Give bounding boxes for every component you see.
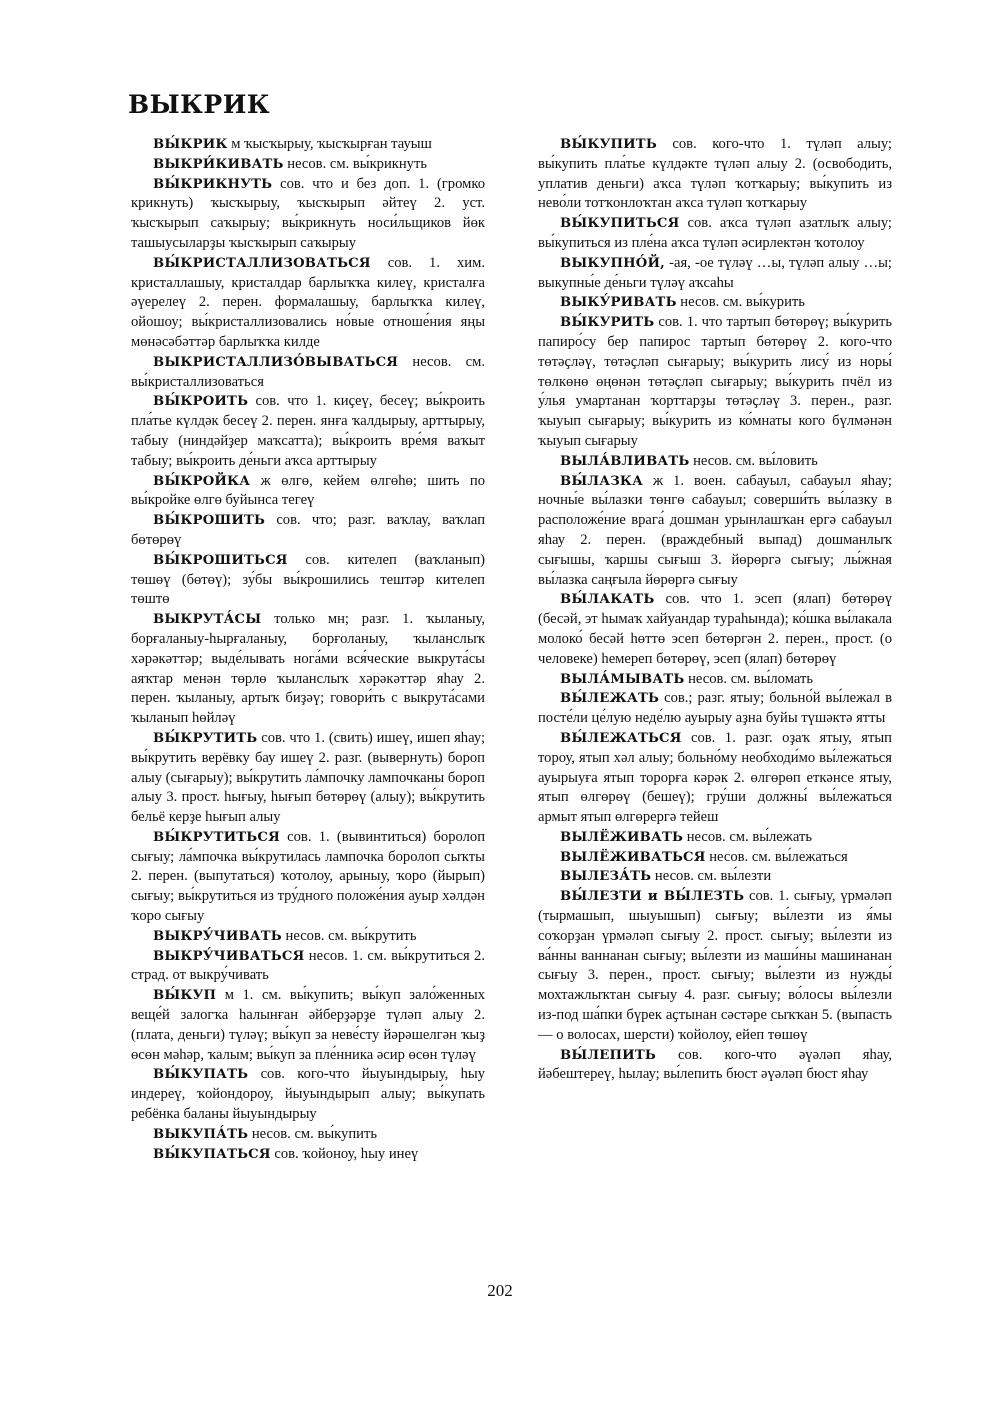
- entry-headword: ВЫ́ЛЕЗТИ и ВЫ́ЛЕЗТЬ: [560, 889, 745, 905]
- entry-headword: ВЫ́КУП: [153, 988, 217, 1004]
- entry-text: сов. что 1. (свить) ишеү, ишеп яһау; вы́крутить верёвку бау ишеү 2. разг. (вывернуть) бороп алыу (сығарыу); вы́крутить ла́мпочку лампочканы бороп алыу 3. прост. һығыу, һығып бөтөрөү (алыу); вы́крутить бельё керҙе һығып алыу: [131, 729, 485, 826]
- dictionary-entry: [131, 392, 485, 471]
- entry-headword: ВЫЛЕЗА́ТЬ: [560, 869, 652, 885]
- entry-text: ж 1. воен. сабауыл, сабауыл яһау; ночны́е вы́лазки төнгө сабауыл; соверши́ть вы́лазку в расположе́ние врага́ дошман урынлашҡан ергә сабауыл яһау 2. перен. (враждебный выпад) дошманлыҡ сығышы, ҡаршы сығыш 3. йөрөргә сығыу; лы́жная вы́лазка саңғыла йөрөргә сығыу: [538, 472, 892, 588]
- entry-text: сов.; разг. ятыу; больно́й вы́лежал в посте́ли це́лую неде́лю ауырыу аҙна буйы түшәктә ятты: [538, 690, 892, 727]
- entry-headword: ВЫ́ЛЕЖАТЬ: [560, 691, 660, 707]
- entry-text: несов. см. вы́крикнуть: [283, 155, 428, 172]
- entry-text: несов. см. вы́кристаллизоваться: [131, 353, 485, 390]
- dictionary-entry: [538, 135, 892, 214]
- dictionary-entry: [538, 887, 892, 1045]
- entry-text: ж өлгө, кейем өлгөһө; шить по вы́кройке өлгө буйынса тегеү: [131, 472, 485, 509]
- dictionary-entry: [538, 1046, 892, 1086]
- dictionary-entry: [131, 353, 485, 393]
- dictionary-entry: [538, 590, 892, 669]
- dictionary-entry: [538, 214, 892, 254]
- dictionary-entry: [538, 729, 892, 828]
- entry-text: несов. см. вы́курить: [676, 294, 805, 311]
- running-head: ВЫКРИК: [128, 90, 271, 119]
- entry-headword: ВЫКУПНО́Й,: [560, 255, 665, 271]
- entry-text: сов. кителеп (ваҡланып) төшөү (бөтөү); зу́бы вы́крошились тештәр кителеп төштө: [131, 551, 485, 608]
- dictionary-entry: [131, 175, 485, 254]
- entry-headword: ВЫ́КРИКНУТЬ: [153, 176, 273, 192]
- entry-text: сов. кого-что 1. түләп алыу; вы́купить пла́тье күлдәкте түләп алыу 2. (освободить, уплатив деньги) аҡса түләп ҡотҡарыу; вы́купить из нево́ли тотҡонлоҡтан аҡса түләп ҡотҡарыу: [538, 136, 892, 212]
- entry-headword: ВЫЛЁЖИВАТЬ: [560, 829, 684, 845]
- dictionary-entry: [538, 670, 892, 690]
- dictionary-entry: [131, 472, 485, 512]
- dictionary-entry: [538, 254, 892, 294]
- entry-text: несов. см. вы́крутить: [281, 927, 417, 944]
- entry-text: сов. кого-что йыуындырыу, һыу индереү, ҡойондороу, йыуындырып алыу; вы́купать ребёнка баланы йыуындырыу: [131, 1066, 485, 1123]
- entry-headword: ВЫ́КУПИТЬ: [560, 137, 657, 152]
- dictionary-entry: [538, 689, 892, 729]
- dictionary-entry: [131, 511, 485, 551]
- entry-text: -ая, -ое түләү …ы, түләп алыу …ы; выкупны́е де́ньги түләү аҡсаһы: [538, 254, 892, 291]
- entry-text: сов. ҡойоноу, һыу инеү: [270, 1145, 419, 1162]
- entry-headword: ВЫ́ЛЕПИТЬ: [560, 1047, 656, 1063]
- entry-headword: ВЫ́КУПАТЬСЯ: [153, 1146, 271, 1162]
- dictionary-entry: [131, 135, 485, 155]
- dictionary-entry: [538, 293, 892, 313]
- entry-headword: ВЫКУПА́ТЬ: [153, 1126, 249, 1142]
- entry-headword: ВЫ́ЛАЗКА: [560, 473, 644, 489]
- dictionary-entry: [131, 1125, 485, 1145]
- right-column: [538, 135, 892, 1085]
- entry-text: сов. 1. разг. оҙаҡ ятыу, ятып тороу, ятып хәл алыу; больно́му необходи́мо вы́лежаться ауырыуға ятып торорға кәрәк 2. өлгөрөп еткәнсе ятыу, ятып өлгөрөү (бешеү); гру́ши должны́ вы́лежаться армыт ятып өлгөрергә тейеш: [538, 729, 892, 826]
- entry-text: только мн; разг. 1. ҡыланыу, борғаланыу-һырғаланыу, борғоланыу, ҡыланслыҡ хәрәкәттәр; выде́лывать нога́ми вся́ческие выкрута́сы аяҡтар менән төрлө ҡыланслыҡ хәрәкәттәр яһау 2. перен. ҡыланыу, артыҡ биҙәү; говори́ть с выкрута́сами ҡыланып һөйләү: [131, 611, 485, 727]
- dictionary-entry: [131, 551, 485, 610]
- entry-headword: ВЫЛЁЖИВАТЬСЯ: [560, 849, 706, 865]
- entry-text: несов. см. вы́лежать: [683, 828, 813, 845]
- dictionary-entry: [538, 472, 892, 591]
- dictionary-entry: [131, 947, 485, 987]
- entry-text: сов. 1. (вывинтиться) боролоп сығыу; ла́мпочка вы́крутилась лампочка боролоп сыҡты 2. перен. (выпутаться) ҡотолоу, арыныу, ҡоро (йырып) сығыу; вы́крутиться из тру́дного положе́ния ауыр хәлдән ҡоро сығыу: [131, 828, 485, 925]
- entry-text: несов. 1. см. вы́крутиться 2. страд. от выкру́чивать: [131, 947, 485, 984]
- dictionary-entry: [538, 848, 892, 868]
- entry-text: сов. аҡса түләп азатлыҡ алыу; вы́купиться из пле́на аҡса түләп әсирлектән ҡотолоу: [538, 215, 892, 251]
- entry-headword: ВЫКРУ́ЧИВАТЬ: [153, 928, 282, 944]
- entry-text: несов. см. вы́лезти: [651, 868, 772, 885]
- entry-headword: ВЫ́КРИК: [153, 137, 228, 152]
- entry-text: м 1. см. вы́купить; вы́куп зало́женных веще́й залогҡа һалынған әйберҙәрҙе түләп алыу 2. (плата, деньги) түләү; вы́куп за неве́сту йәрәшелгән ҡыҙ өсөн мәһәр, ҡалым; вы́куп за пле́нника әсир өсөн түләү: [131, 987, 485, 1063]
- entry-headword: ВЫЛА́ВЛИВАТЬ: [560, 453, 690, 469]
- left-column: [131, 135, 485, 1164]
- entry-headword: ВЫ́КРУТИТЬ: [153, 730, 258, 746]
- page-number: 202: [487, 1281, 513, 1300]
- entry-text: сов. 1. что тартып бөтөрөү; вы́курить папиро́су бер папирос тартып бөтөрөү 2. кого-что төтәҫләү, төтәҫләп сығарыу; вы́курить лису́ из норы́ төлкөнө өңөнән төтәҫләп сығарыу; вы́курить пчёл из у́лья умартанан ҡорттарҙы төтәҫләү 3. перен., разг. ҡыуып сығарыу; вы́курить из ко́мнаты кого бүлмәнән ҡыуып сығарыу: [538, 314, 892, 449]
- entry-headword: ВЫ́КУРИТЬ: [560, 315, 655, 331]
- entry-headword: ВЫ́КРУТИТЬСЯ: [153, 829, 280, 845]
- dictionary-entry: [131, 254, 485, 353]
- entry-text: несов. см. вы́ломать: [684, 670, 813, 687]
- dictionary-entry: [131, 986, 485, 1065]
- dictionary-entry: [131, 1065, 485, 1124]
- entry-headword: ВЫ́КУПАТЬ: [153, 1067, 249, 1083]
- entry-text: несов. см. вы́лежаться: [705, 848, 848, 865]
- entry-headword: ВЫ́ЛЕЖАТЬСЯ: [560, 730, 682, 746]
- dictionary-entry: [131, 729, 485, 828]
- entry-headword: ВЫ́КРОЙКА: [153, 473, 251, 489]
- dictionary-entry: [538, 867, 892, 887]
- entry-headword: ВЫКУ́РИВАТЬ: [560, 295, 677, 311]
- dictionary-entry: [131, 610, 485, 729]
- dictionary-entry: [131, 828, 485, 927]
- entry-text: сов. что и без доп. 1. (громко крикнуть) ҡысҡырыу, ҡысҡырып әйтеү 2. уст. ҡысҡырып саҡырыу; вы́крикнуть носи́льщиков йөк ташыусыларҙы ҡысҡырып саҡырыу: [131, 175, 485, 251]
- entry-text: несов. см. вы́купить: [248, 1125, 377, 1142]
- entry-text: сов. 1. хим. кристаллашыу, кристалдар барлыҡҡа килеү, кристалға әүерелеү 2. перен. формалашыу, барлыҡҡа килеү, ойошоу; вы́кристаллизовались но́вые отноше́ния яңы мөнәсәбәттәр барлыҡҡа килде: [131, 254, 485, 350]
- dictionary-entry: [538, 313, 892, 452]
- dictionary-entry: [131, 1145, 485, 1165]
- dictionary-entry: [538, 452, 892, 472]
- entry-headword: ВЫ́ЛАКАТЬ: [560, 592, 655, 608]
- entry-headword: ВЫЛА́МЫВАТЬ: [560, 671, 685, 687]
- dictionary-entry: [131, 927, 485, 947]
- entry-text: сов. кого-что әүәләп яһау, йәбештереү, һылау; вы́лепить бюст әүәләп бюст яһау: [538, 1046, 892, 1083]
- entry-headword: ВЫ́КУПИТЬСЯ: [560, 216, 680, 232]
- entry-text: сов. что 1. киҫеү, бесеү; вы́кроить пла́тье күлдәк бесеү 2. перен. янға ҡалдырыу, арттырыу, табыу (ниндәйҙер маҡсатта); вы́кроить вре́мя ваҡыт табыу; вы́кроить де́ньги аҡса арттырыу: [131, 393, 485, 469]
- entry-headword: ВЫКРУТА́СЫ: [153, 612, 262, 628]
- entry-headword: ВЫКРИ́КИВАТЬ: [153, 156, 284, 172]
- entry-headword: ВЫКРУ́ЧИВАТЬСЯ: [153, 948, 305, 964]
- entry-text: несов. см. вы́ловить: [689, 452, 818, 469]
- entry-text: сов. что 1. эсеп (ялап) бөтөрөү (бесәй, эт һымаҡ хайуандар тураһында); ко́шка вы́лакала молоко́ бесәй һөттө эсеп бөтөргән 2. перен., прост. (о человеке) һемереп бөтөрөү, эсеп (ялап) бөтөрөү: [538, 591, 892, 667]
- entry-headword: ВЫ́КРОШИТЬ: [153, 513, 266, 529]
- entry-text: сов. что; разг. ваҡлау, ваҡлап бөтөрөү: [131, 512, 485, 548]
- entry-headword: ВЫ́КРОИТЬ: [153, 394, 249, 410]
- dictionary-entry: [131, 155, 485, 175]
- dictionary-entry: [538, 828, 892, 848]
- entry-headword: ВЫ́КРОШИТЬСЯ: [153, 552, 288, 568]
- entry-text: м ҡысҡырыу, ҡысҡырған тауыш: [227, 136, 432, 152]
- entry-headword: ВЫ́КРИСТАЛЛИЗОВАТЬСЯ: [153, 255, 371, 271]
- entry-text: сов. 1. сығыу, үрмәләп (тырмашып, шыуышып) сығыу; вы́лезти из я́мы соҡорҙан үрмәләп сығыу 2. прост. сығыу; вы́лезти из ва́нны ваннанан сығыу; вы́лезти из маши́ны машинанан сығыу 3. перен., прост. сығыу; вы́лезти из нужды́ мохтажлыҡтан сығыу 4. разг. сығыу; во́лосы вы́лезли из-под ша́пки бүрек аҫтынан сәстәре сыҡҡан 5. (выпасть — о волосах, шерсти) ҡойолоу, ейеп төшөү: [538, 888, 892, 1043]
- entry-headword: ВЫКРИСТАЛЛИЗО́ВЫВАТЬСЯ: [153, 354, 399, 370]
